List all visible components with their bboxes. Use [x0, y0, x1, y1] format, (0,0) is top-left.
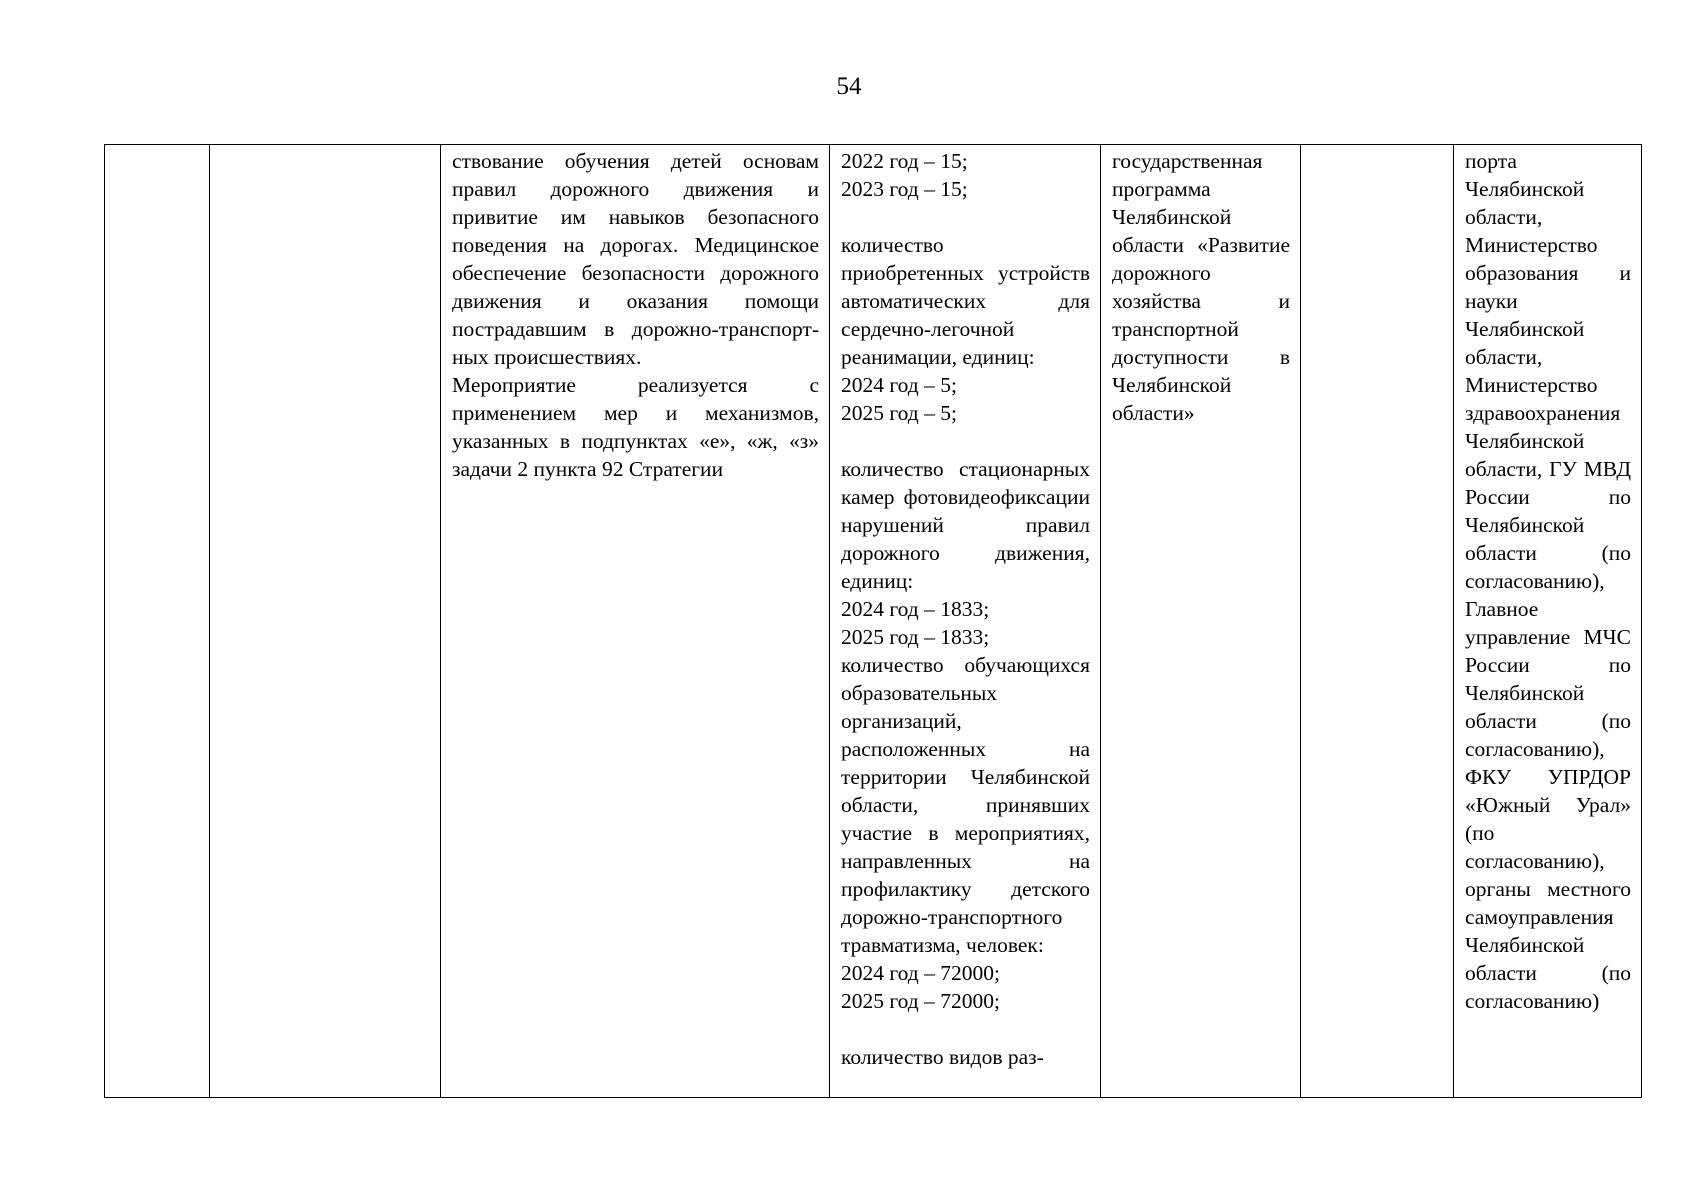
page-number: 54	[836, 73, 862, 100]
indicator-line: 2025 год – 1833;	[841, 625, 990, 649]
indicator-line: 2025 год – 72000;	[841, 989, 1000, 1013]
cell-responsible	[1454, 145, 1642, 1098]
cell-measures	[441, 145, 830, 1098]
measures-table	[104, 144, 1642, 1098]
indicator-line: 2023 год – 15;	[841, 177, 968, 201]
program-text: государственная программа Челябинской области «Развитие дорожного хозяйства и транспортной доступности в Челябинской области»	[1112, 149, 1290, 425]
indicator-line: 2024 год – 5;	[841, 373, 957, 397]
indicator-line: количество стационарных камер фотовидеофиксации нарушений правил дорожного движения, единиц:	[841, 457, 1090, 593]
cell-indicators	[830, 145, 1101, 1098]
indicator-line: количество приобретенных устройств автоматических для сердечно-легочной реанимации, единиц:	[841, 233, 1090, 369]
measures-mechanism-text: Мероприятие реализуется с применением мер и механизмов, указанных в подпунктах «е», «ж, «з» задачи 2 пункта 92 Стратегии	[452, 373, 819, 481]
indicator-line: 2025 год – 5;	[841, 401, 957, 425]
cell-program	[1101, 145, 1301, 1098]
responsible-text: порта Челябинской области, Министерство образования и науки Челябинской области, Министерство здравоохранения Челябинской области, ГУ МВД России по Челябинской области (по согласованию), Главное управление МЧС России по Челябинской области (по согласованию), ФКУ УПРДОР «Южный Урал» (по согласованию), органы местного самоуправления Челябинской области (по согласованию)	[1465, 149, 1631, 1013]
cell-funding	[1301, 145, 1454, 1098]
indicator-line: количество обучающихся образовательных организаций, расположенных на территории Челябинской области, принявших участие в мероприятиях, направленных на профилактику детского дорожно-транспортного травматизма, человек:	[841, 653, 1090, 957]
indicator-gap	[841, 203, 1090, 231]
cell-number	[105, 145, 210, 1098]
indicator-gap	[841, 1015, 1090, 1043]
cell-task	[210, 145, 441, 1098]
indicator-line: 2022 год – 15;	[841, 149, 968, 173]
measures-text: ствование обучения детей основам правил дорожного движения и привитие им навыков безопасного поведения на дорогах. Медицинское обеспечение безопасности дорожного движения и оказания помощи пострадавшим в дорожно-транспорт-ных происшествиях.	[452, 149, 819, 369]
indicator-line: 2024 год – 72000;	[841, 961, 1000, 985]
indicator-line: количество видов раз-	[841, 1045, 1044, 1069]
indicator-line: 2024 год – 1833;	[841, 597, 990, 621]
indicator-gap	[841, 427, 1090, 455]
table-row	[105, 145, 1642, 1098]
